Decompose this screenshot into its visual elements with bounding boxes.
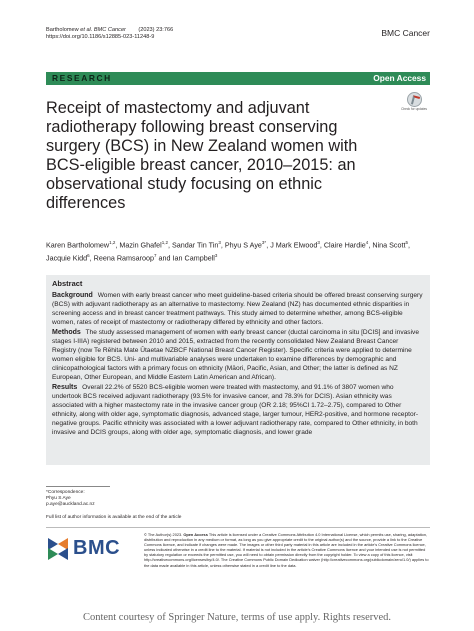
author-info-note: Full list of author information is available at the end of the article [46, 515, 182, 520]
bmc-logo-text: BMC [73, 537, 121, 559]
author[interactable]: J Mark Elwood [270, 240, 318, 250]
courtesy-note: Content courtesy of Springer Nature, terms of use apply. Rights reserved. [82, 612, 392, 623]
open-access-label: Open Access [373, 73, 426, 83]
correspondence-block [46, 490, 166, 509]
license-text [144, 532, 430, 568]
author[interactable]: Claire Hardie [323, 240, 366, 250]
citation-author: Bartholomew [46, 27, 79, 33]
bmc-logo [46, 534, 136, 564]
correspondence-email[interactable]: p.aye@auckland.ac.nz [46, 502, 95, 508]
author[interactable]: Jacquie Kidd [46, 253, 88, 263]
author[interactable]: Sandar Tin Tin [172, 240, 219, 250]
journal-name: BMC Cancer [381, 28, 430, 38]
doi-link[interactable]: https://doi.org/10.1186/s12885-023-11248-9 [46, 34, 155, 40]
check-for-updates-badge[interactable] [401, 92, 427, 118]
update-icon [407, 92, 422, 107]
check-for-updates-text: Check for updates [401, 107, 427, 111]
abstract-results [52, 384, 424, 437]
background-text: Women with early breast cancer who meet guideline-based criteria should be offered breast conserving surgery (BCS) with adjuvant radiotherapy as an alternative to mastectomy. New Zealand (NZ) has documented ethnic disparities in screening access and in breast cancer treatment pathways. This study aimed to determine whether, among BCS-eligible women, rates of receipt of mastectomy or radiotherapy differed by ethnicity and other factors. [52, 292, 423, 326]
results-text: Overall 22.2% of 5520 BCS-eligible women were treated with mastectomy, and 91.1% of 3807 women who undertook BCS received adjuvant radiotherapy (93.5% for invasive cancer, and 78.3% for DCIS). Asian ethnicity was associated with a higher mastectomy rate in the invasive cancer group (OR 2.18; 95%CI 1.72–2.75), compared to Other ethnicity, along with older age, symptomatic diagnosis, advanced stage, larger tumour, HER2-positive, and hormone receptor-negative groups. Pacific ethnicity was associated with a lower adjuvant radiotherapy rate, compared to Other ethnicity, in both invasive and DCIS groups, along with older age, symptomatic diagnosis, and lower grade [52, 384, 419, 436]
abstract-background [52, 292, 424, 328]
article-type-label: RESEARCH [52, 73, 112, 83]
author[interactable]: Ian Campbell [172, 253, 215, 263]
correspondence-label: *Correspondence: [46, 490, 85, 495]
license-lead: © The Author(s) 2023. [144, 532, 183, 537]
license-body: This article is licensed under a Creative Commons Attribution 4.0 International License, which permits use, sharing, adaptation, distribution and reproduction in any medium or format, as long as you give appropriate credit to the original author(s) and the source, provide a link to the Creative Commons licence, and indicate if changes were made. The images or other third party material in this article are included in the article's Creative Commons licence, unless indicated otherwise in a credit line to the material. If material is not included in the article's Creative Commons licence and your intended use is not permitted by statutory regulation or exceeds the permitted use, you will need to obtain permission directly from the copyright holder. To view a copy of this licence, visit http://creativecommons.org/licenses/by/4.0/. The Creative Commons Public Domain Dedication waiver (http://creativecommons.org/publicdomain/zero/1.0/) applies to the data made available in this article, unless otherwise stated in a credit line to the data. [144, 532, 429, 568]
author-list: Karen Bartholomew$^{1,2}$, Mazin Ghafel$^{1,2}$, Sandar Tin Tin$^3$, Phyu S Aye$^{3*}$, J Mark Elwood$^3$, Claire Hardie$^4$, Nina Scott$^5$, Jacquie Kidd$^6$, Reena Ramsaroop$^7$ and Ian Campbell$^3$ [46, 240, 410, 263]
citation-line [46, 27, 430, 34]
citation-journal: et al. BMC Cancer [80, 27, 126, 33]
results-label: Results [52, 384, 78, 392]
methods-text: The study assessed management of women with early breast cancer (ductal carcinoma in situ [DCIS] and invasive stages I-IIIA) registered between 2010 and 2015, extracted from the recently consolidated New Zealand Breast Cancer Registry (now Te Rēhita Mate Ūtaetae NZBCF National Breast Cancer Register). Specific criteria were applied to determine women eligible for BCS. Uni- and multivariable analyses were undertaken to examine differences by demographic and clinicopathological factors with a primary focus on ethnicity (Māori, Pacific, Asian, and Other; the latter is defined as NZ European, Other European, and Middle Eastern Latin American and African). [52, 329, 420, 381]
correspondence-name: Phyu S Aye [46, 496, 71, 502]
article-type-banner [46, 72, 430, 85]
citation-volume: (2023) 23:766 [138, 27, 174, 33]
author[interactable]: Reena Ramsaroop [93, 253, 155, 263]
footer-divider [46, 527, 430, 528]
author[interactable]: Mazin Ghafel [119, 240, 162, 250]
abstract-box [46, 275, 430, 465]
footnote-divider [46, 486, 110, 487]
abstract-methods [52, 329, 424, 382]
abstract-heading: Abstract [52, 279, 83, 288]
running-head [46, 27, 430, 49]
methods-label: Methods [52, 329, 81, 337]
bmc-logo-icon [46, 534, 72, 562]
author[interactable]: Karen Bartholomew [46, 240, 110, 250]
author[interactable]: Nina Scott [372, 240, 406, 250]
article-title: Receipt of mastectomy and adjuvant radiotherapy following breast conserving surgery (BCS) in New Zealand women with BCS-eligible breast cancer, 2010–2015: an observational study focusing on ethnic differences [46, 99, 358, 212]
author[interactable]: Phyu S Aye [224, 240, 262, 250]
license-oa: Open Access [183, 532, 208, 537]
background-label: Background [52, 292, 93, 299]
